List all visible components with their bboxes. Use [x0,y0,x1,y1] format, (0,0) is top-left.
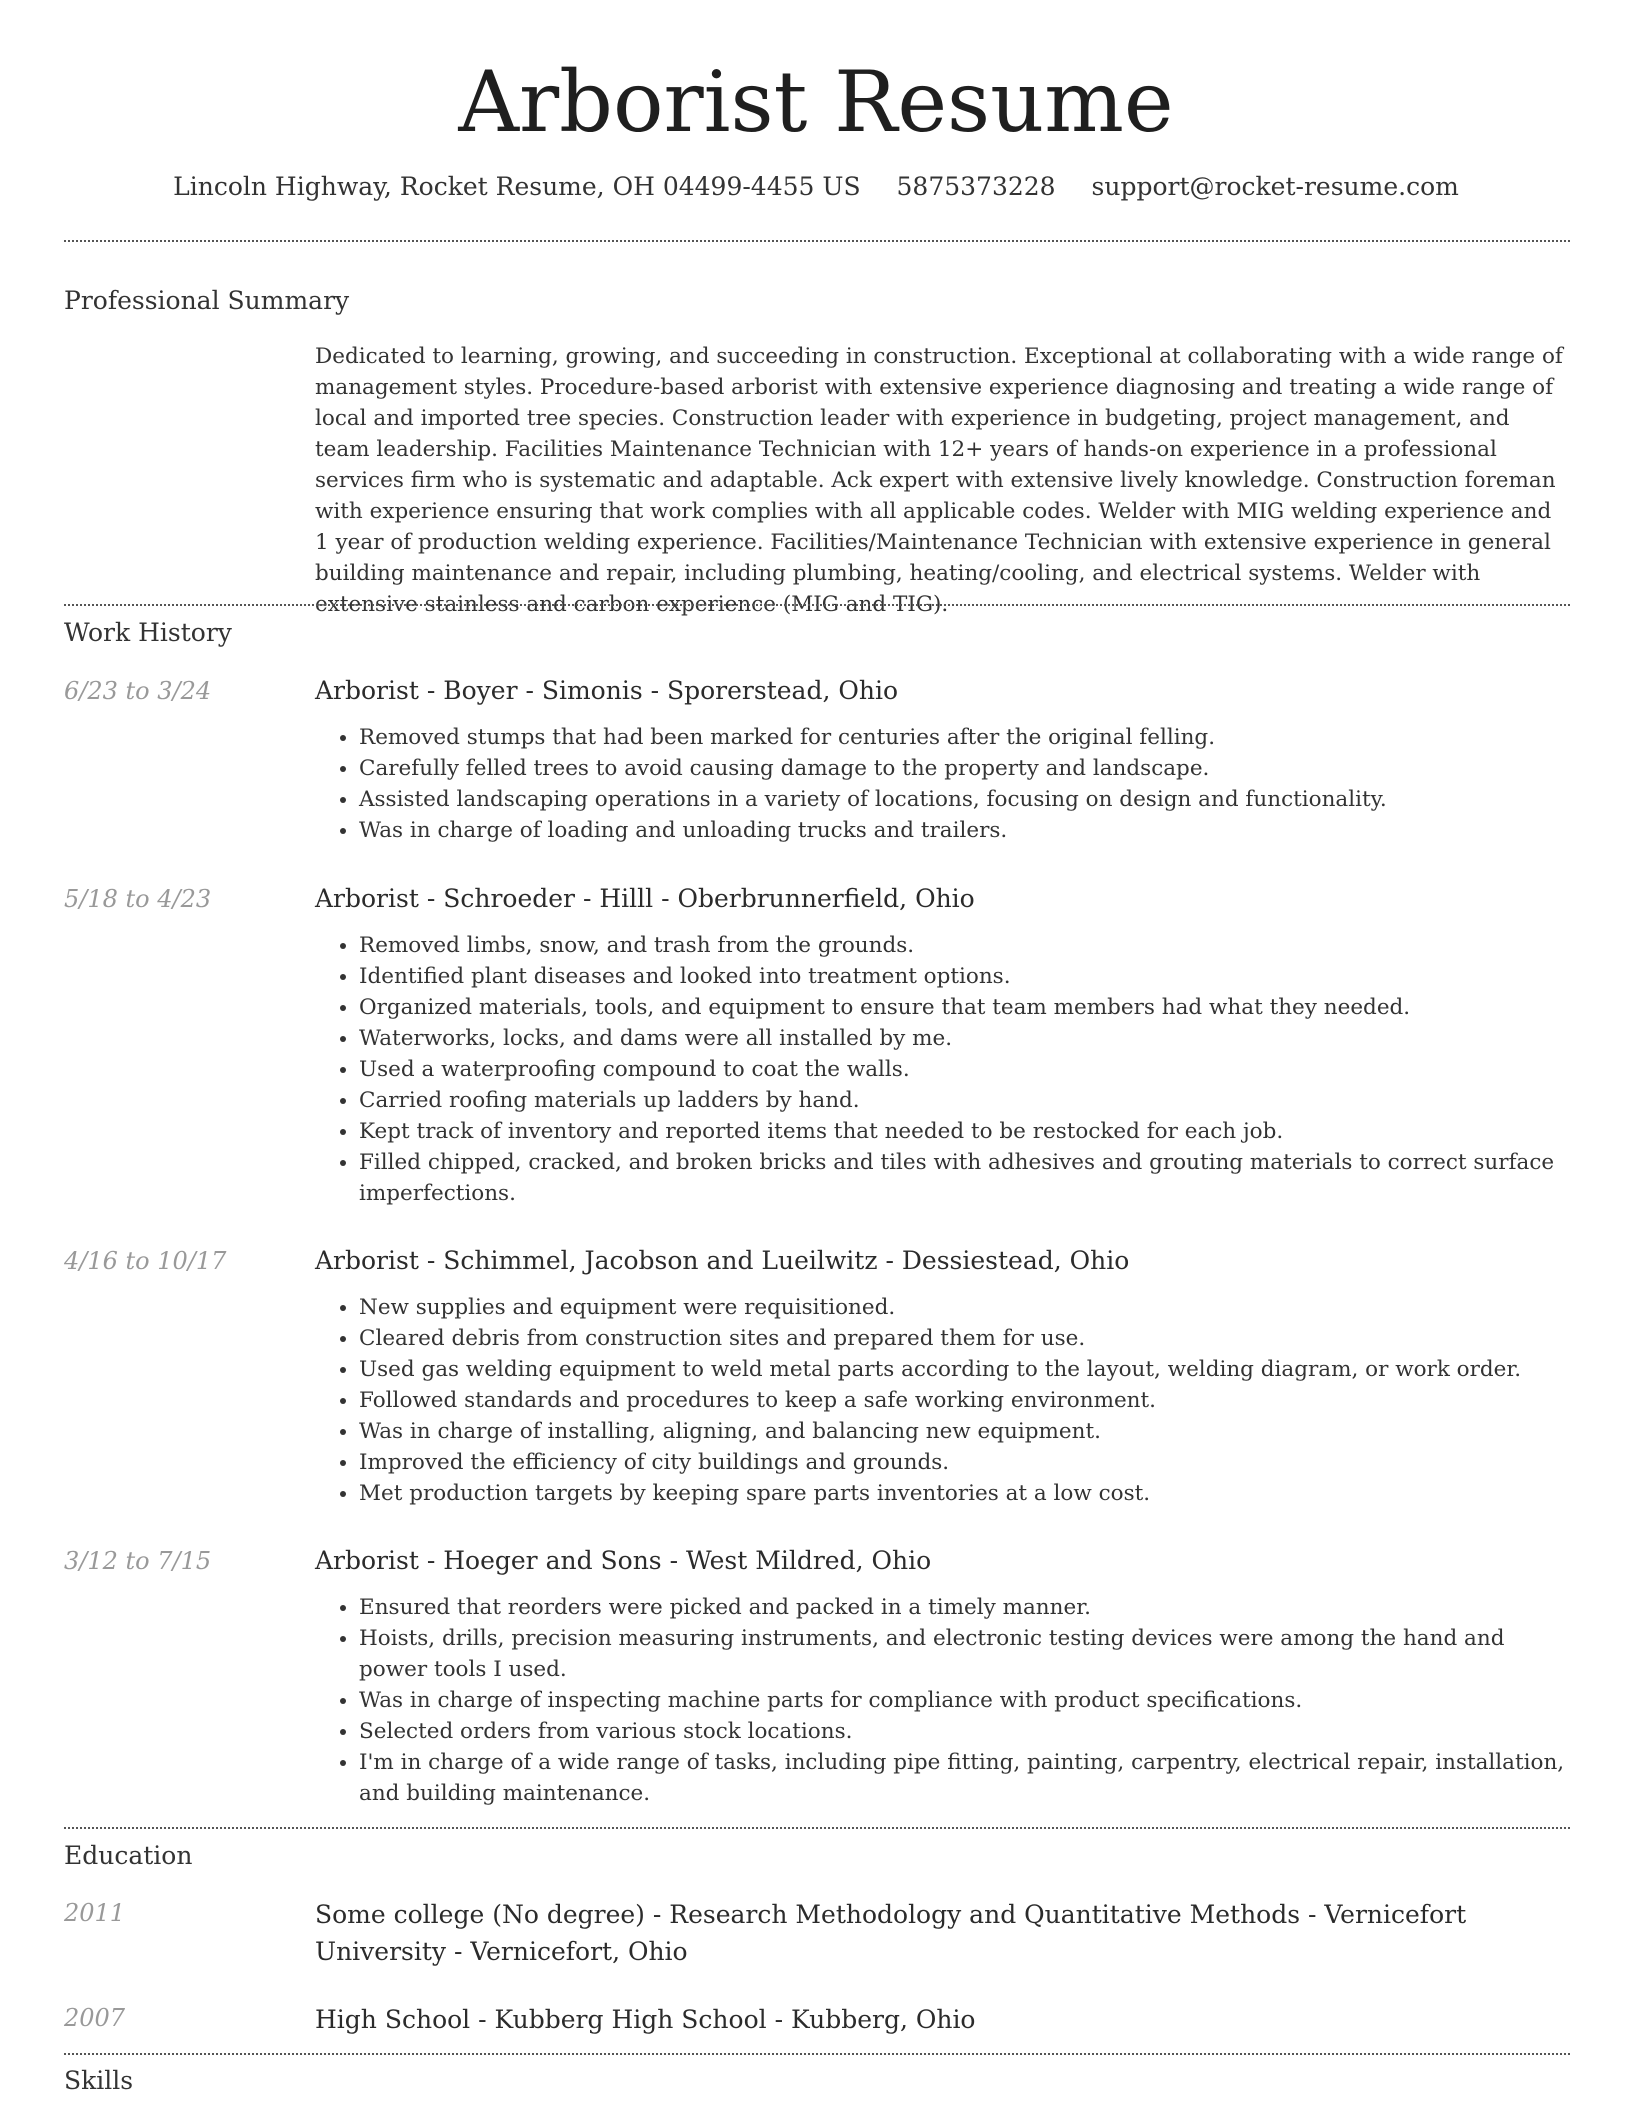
list-item: • Carried roofing materials up ladders by hand. [359,1085,1570,1116]
contact-address: Lincoln Highway, Rocket Resume, OH 04499-4455 US [173,172,861,201]
list-item: • Waterworks, locks, and dams were all installed by me. [359,1023,1570,1054]
divider [64,1827,1570,1829]
list-item: • I'm in charge of a wide range of tasks, including pipe fitting, painting, carpentry, electrical repair, installation, and building maintenance. [359,1747,1570,1809]
list-item: • Was in charge of inspecting machine parts for compliance with product specifications. [359,1685,1570,1716]
list-item: • New supplies and equipment were requisitioned. [359,1292,1570,1323]
job-dates: 4/16 to 10/17 [64,1247,227,1275]
list-item: • Used a waterproofing compound to coat the walls. [359,1054,1570,1085]
summary-text: Dedicated to learning, growing, and succeeding in construction. Exceptional at collaborating with a wide range of management styles. Procedure-based arborist with extensive experience diagnosing and treating a wide range of local and imported tree species. Construction leader with experience in budgeting, project management, and team leadership. Facilities Maintenance Technician with 12+ years of hands-on experience in a professional services firm who is systematic and adaptable. Ack expert with extensive lively knowledge. Construction foreman with experience ensuring that work complies with all applicable codes. Welder with MIG welding experience and 1 year of production welding experience. Facilities/Maintenance Technician with extensive experience in general building maintenance and repair, including plumbing, heating/cooling, and electrical systems. Welder with extensive stainless and carbon experience (MIG and TIG). [315,344,1563,617]
contact-phone: 5875373228 [896,172,1056,201]
job-dates: 3/12 to 7/15 [64,1547,212,1575]
list-item: • Met production targets by keeping spare parts inventories at a low cost. [359,1478,1570,1509]
job-title: Arborist - Schimmel, Jacobson and Lueilwitz - Dessiestead, Ohio [315,1246,1130,1275]
job-title: Arborist - Boyer - Simonis - Sporerstead, Ohio [315,676,898,705]
list-item: • Was in charge of installing, aligning, and balancing new equipment. [359,1416,1570,1447]
job-dates: 6/23 to 3/24 [64,677,212,705]
contact-line [0,170,1632,204]
list-item: • Removed stumps that had been marked for centuries after the original felling. [359,722,1570,753]
list-item: • Improved the efficiency of city buildings and grounds. [359,1447,1570,1478]
divider [64,604,1570,606]
list-item: • Ensured that reorders were picked and packed in a timely manner. [359,1592,1570,1623]
job-title: Arborist - Schroeder - Hilll - Oberbrunnerfield, Ohio [315,884,975,913]
job-bullets [315,930,1570,1209]
section-title-skills: Skills [64,2066,134,2095]
divider [64,240,1570,242]
divider [64,2053,1570,2055]
job-bullets [315,1292,1570,1509]
job-bullets [315,1592,1570,1809]
education-title: Some college (No degree) - Research Methodology and Quantitative Methods - Vernicefort University - Vernicefort, Ohio [315,1900,1467,1966]
list-item: • Selected orders from various stock locations. [359,1716,1570,1747]
section-title-summary: Professional Summary [64,286,350,315]
education-title: High School - Kubberg High School - Kubberg, Ohio [315,2005,976,2034]
list-item: • Assisted landscaping operations in a variety of locations, focusing on design and functionality. [359,784,1570,815]
list-item: • Filled chipped, cracked, and broken bricks and tiles with adhesives and grouting materials to correct surface imperfections. [359,1147,1570,1209]
list-item: • Hoists, drills, precision measuring instruments, and electronic testing devices were among the hand and power tools I used. [359,1623,1570,1685]
list-item: • Followed standards and procedures to keep a safe working environment. [359,1385,1570,1416]
job-dates: 5/18 to 4/23 [64,885,212,913]
job-bullets [315,722,1570,846]
list-item: • Identified plant diseases and looked into treatment options. [359,961,1570,992]
education-year: 2007 [64,2004,126,2032]
list-item: • Removed limbs, snow, and trash from the grounds. [359,930,1570,961]
list-item: • Was in charge of loading and unloading trucks and trailers. [359,815,1570,846]
section-title-education: Education [64,1841,193,1870]
job-title: Arborist - Hoeger and Sons - West Mildred, Ohio [315,1546,932,1575]
section-title-work-history: Work History [64,618,232,647]
list-item: • Carefully felled trees to avoid causing damage to the property and landscape. [359,753,1570,784]
list-item: • Kept track of inventory and reported items that needed to be restocked for each job. [359,1116,1570,1147]
resume-title: Arborist Resume [458,53,1174,151]
education-year: 2011 [64,1899,126,1927]
contact-email[interactable]: support@rocket-resume.com [1091,172,1459,201]
list-item: • Cleared debris from construction sites and prepared them for use. [359,1323,1570,1354]
list-item: • Used gas welding equipment to weld metal parts according to the layout, welding diagram, or work order. [359,1354,1570,1385]
list-item: • Organized materials, tools, and equipment to ensure that team members had what they needed. [359,992,1570,1023]
